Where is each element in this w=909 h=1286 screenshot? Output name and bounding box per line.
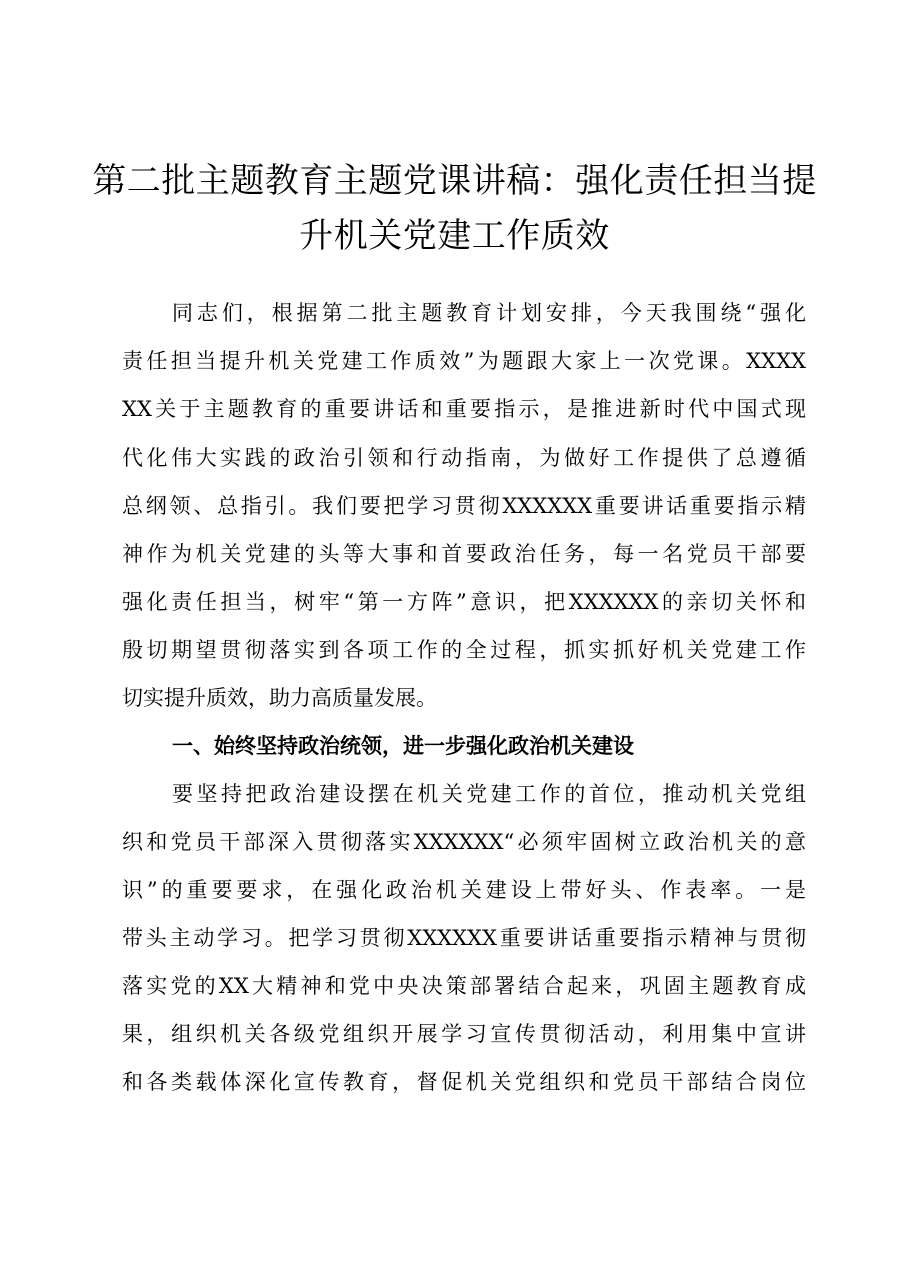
paragraph-line: XX关于主题教育的重要讲话和重要指示，是推进新时代中国式现 — [122, 397, 806, 421]
paragraph-line: 识”的重要要求，在强化政治机关建设上带好头、作表率。一是 — [122, 878, 806, 902]
paragraph-line: 要坚持把政治建设摆在机关党建工作的首位，推动机关党组 — [172, 782, 806, 806]
paragraph-line: 总纲领、总指引。我们要把学习贯彻XXXXXX重要讲话重要指示精 — [122, 494, 806, 518]
paragraph-line: 果，组织机关各级党组织开展学习宣传贯彻活动，利用集中宣讲 — [122, 1022, 806, 1046]
paragraph-line: 落实党的XX大精神和党中央决策部署结合起来，巩固主题教育成 — [122, 974, 806, 998]
document-title-line-2: 升机关党建工作质效 — [299, 216, 610, 256]
paragraph-line: 代化伟大实践的政治引领和行动指南，为做好工作提供了总遵循 — [122, 446, 806, 470]
paragraph-line: 神作为机关党建的头等大事和首要政治任务，每一名党员干部要 — [122, 542, 806, 566]
paragraph-line: 责任担当提升机关党建工作质效”为题跟大家上一次党课。XXXX — [122, 349, 806, 373]
paragraph-line: 织和党员干部深入贯彻落实XXXXXX“必须牢固树立政治机关的意 — [122, 830, 806, 854]
document-title-line-1: 第二批主题教育主题党课讲稿：强化责任担当提 — [92, 161, 817, 201]
paragraph-line: 殷切期望贯彻落实到各项工作的全过程，抓实抓好机关党建工作 — [122, 638, 806, 662]
paragraph-line: 强化责任担当，树牢“第一方阵”意识，把XXXXXX的亲切关怀和 — [122, 590, 806, 614]
paragraph-line: 和各类载体深化宣传教育，督促机关党组织和党员干部结合岗位 — [122, 1070, 806, 1094]
paragraph-line: 切实提升质效，助力高质量发展。 — [122, 686, 437, 710]
paragraph-line: 同志们，根据第二批主题教育计划安排，今天我围绕“强化 — [172, 301, 806, 325]
section-heading: 一、始终坚持政治统领，进一步强化政治机关建设 — [172, 734, 634, 758]
paragraph-line: 带头主动学习。把学习贯彻XXXXXX重要讲话重要指示精神与贯彻 — [122, 926, 806, 950]
